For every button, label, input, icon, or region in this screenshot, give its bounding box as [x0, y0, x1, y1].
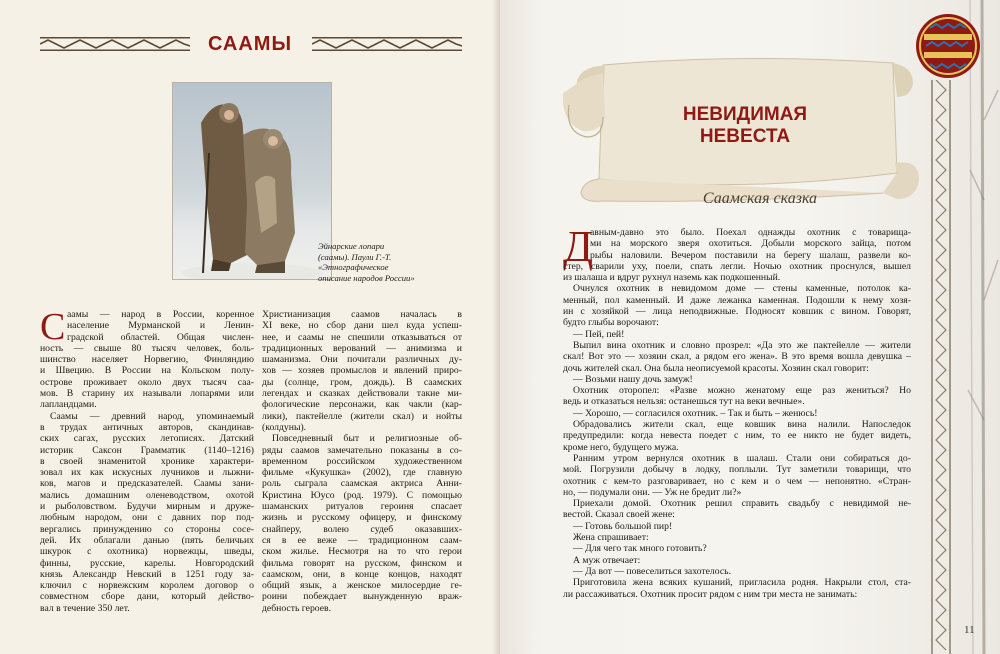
text-line: вергались принуждению со стороны сосе-	[40, 523, 254, 535]
text-line: кроме него, будущего мужа.	[563, 441, 679, 453]
text-line: будто глыбы ворочают:	[563, 317, 659, 329]
text-line: Охотник оторопел: «Разве можно женатому еще раз жениться? Но	[573, 385, 911, 397]
text-line: фологические персонажи, как чакли (кар-	[262, 399, 462, 411]
text-line: — Возьми нашу дочь замуж!	[573, 373, 693, 385]
text-line: — Готовь большой пир!	[573, 520, 673, 532]
drop-cap: С	[40, 306, 66, 348]
text-line: население Мурманской и Ленин-	[67, 320, 254, 332]
story-subtitle: Саамская сказка	[702, 190, 818, 207]
right-ornament-band	[312, 37, 462, 51]
text-line: Приехали домой. Охотник решил справить свадьбу с невидимой не-	[573, 498, 911, 510]
text-line: из шалаша и вдруг рухнул наземь как подкошенный.	[563, 272, 781, 284]
caption-line: описание народов России»	[318, 272, 415, 283]
text-line: дочь жителей скал. Она была неописуемой красоты. Хозяин скал говорит:	[563, 362, 869, 374]
text-column-2	[262, 309, 462, 614]
text-line: и рыболовством. Будучи мирным и друже-	[40, 501, 254, 513]
text-line: Саамы — древний народ, упоминаемый	[50, 410, 254, 422]
story-title	[640, 104, 850, 148]
text-line: временном российском художественном	[262, 455, 462, 467]
text-line: Кристина Юусо (род. 1979). С помощью	[262, 489, 462, 501]
story-title-line: НЕВЕСТА	[699, 126, 791, 147]
text-line: ми на морского зверя охотиться. Добыли морского зайца, потом	[590, 238, 911, 250]
text-line: и Швецию. В России на Кольском полу-	[40, 365, 254, 377]
text-line: ли рассаживаться. Охотник просит рядом с ним три места не занимать:	[563, 588, 858, 600]
text-line: Ранним утром вернулся охотник в шалаш. Стали они собираться до-	[573, 452, 911, 464]
text-line: мов. В старину их называли лопарями или	[40, 388, 254, 400]
text-column-1	[40, 306, 254, 614]
text-line: авным-давно это было. Поехал однажды охотник с товарища-	[590, 227, 911, 238]
text-line: нее, и саамы не спешили отказываться от	[262, 331, 462, 343]
photo-caption	[318, 241, 456, 283]
text-line: Повседневный быт и религиозные об-	[272, 433, 462, 445]
text-line: А муж отвечает:	[573, 554, 641, 566]
text-line: ин с хозяйкой — лица неподвижные. Подносят ковшик с вином. Говорят,	[563, 306, 911, 318]
page-number: 11	[964, 624, 975, 636]
text-line: лики), пактейелле (жители скал) и нойты	[262, 410, 462, 422]
ornamental-emblem	[914, 12, 982, 80]
text-line: но, — подумали они. — Уж не бредит ли?»	[563, 486, 742, 498]
text-line: Приготовила жена всяких кушаний, пригласила родня. Накрыли стол, ста-	[573, 577, 911, 589]
text-line: Очнулся охотник в невидомом доме — стены каменные, потолок ка-	[573, 283, 911, 295]
text-line: Христианизация саамов началась в	[262, 309, 462, 320]
text-line: Выпил вина охотник и словно прозрел: «Да это же пактейелле — жители	[573, 339, 911, 351]
text-line: зовал их как искусных лучников и лыжни-	[40, 467, 254, 479]
text-line: любным народом, они с давних пор под-	[40, 512, 254, 524]
caption-line: «Этнографическое	[318, 262, 389, 272]
text-line: в трудах античных авторов, скандинав-	[40, 421, 254, 433]
text-line: (колдуны).	[262, 421, 307, 433]
page-title: САAМЫ	[207, 33, 293, 55]
text-line: мались домашним оленеводством, охотой	[40, 489, 254, 501]
text-line: традиционных верований — анимизма и	[262, 342, 462, 354]
text-line: князь Александр Невский в 1251 году за-	[40, 568, 254, 580]
illustration-saami-figures	[172, 82, 332, 280]
text-line: дей. Их облагали данью (пять беличьих	[40, 534, 254, 546]
story-text-column	[563, 222, 911, 600]
text-line: шкурок с охотника) норвежцы, шведы,	[40, 546, 254, 558]
text-line: ведь и отказаться нельзя: останешься тут на веки вечные».	[563, 396, 805, 408]
text-line: предупредили: когда невеста поедет с ним, то ее никто не будет видеть,	[563, 430, 911, 442]
text-line: — Пей, пей!	[573, 328, 625, 340]
text-line: лапландцами.	[40, 399, 97, 411]
text-line: фильма говорят на русском, финском и	[262, 557, 462, 569]
text-line: ность — свыше 80 тысяч человек, боль-	[40, 342, 254, 354]
text-line: в своей знаменитой хронике характери-	[40, 455, 254, 467]
text-line: градской областей. Общая числен-	[67, 331, 254, 343]
text-line: ряды саамов замечательно показаны в со-	[262, 444, 462, 456]
text-line: охотник с кем-то разговаривает, но с кем и о чем — непонятно. «Стран-	[563, 475, 911, 487]
text-line: историк Саксон Грамматик (1140–1216)	[40, 444, 254, 456]
text-line: общий язык, а женское милосердие ге-	[262, 580, 462, 592]
text-line: Обрадовались жители скал, еще ковшик вина налили. Напоследок	[573, 419, 911, 431]
text-line: рыбы наловили. Вечером поставили на берегу шалаш, развели ко-	[590, 249, 911, 261]
text-line: менный, пол каменный. И даже лежанка каменная. Подошли к нему хозя-	[563, 294, 911, 306]
text-line: снайперу, волею судеб оказавших-	[262, 523, 462, 535]
text-line: шинство населяет Норвегию, Финляндию	[40, 354, 254, 366]
text-line: ков, магов и предсказателей. Саамы зани-	[40, 478, 254, 490]
drop-cap: Д	[563, 222, 594, 271]
text-line: — Да вот — повеселиться захотелось.	[573, 565, 731, 577]
text-line: легендах и сказках действовали такие ми-	[262, 388, 462, 400]
text-line: аамы — народ в России, коренное	[67, 309, 254, 320]
caption-line: (саамы). Паули Г.-Т.	[318, 251, 392, 262]
left-ornament-band	[40, 37, 190, 51]
text-line: ском жилье. Несмотря на то что герои	[262, 546, 462, 558]
text-line: вестой. Сказал своей жене:	[563, 509, 675, 521]
text-line: финны, русские, карелы. Новгородский	[40, 557, 254, 569]
text-line: жизнь и русскому офицеру, и финскому	[262, 512, 462, 524]
text-line: саамском, они, в конце концов, находят	[262, 568, 462, 580]
text-line: шаманских ритуалов героиня спасает	[262, 501, 462, 513]
text-line: — Хорошо, — согласился охотник. – Так и быть – женюсь!	[573, 407, 818, 419]
text-line: хов — хозяев промыслов и явлений приро-	[262, 365, 462, 377]
text-line: ся в ее веже — традиционном саам-	[262, 534, 462, 546]
text-line: вал в течение 350 лет.	[40, 602, 130, 614]
text-line: шаманизма. Они почитали различных ду-	[262, 354, 462, 366]
text-line: XI веке, но сбор дани шел куда успеш-	[262, 320, 462, 332]
text-line: ды (солнце, гром, дождь). В саамских	[262, 376, 462, 388]
text-line: дебность героев.	[262, 602, 332, 614]
text-line: роини побеждает вынужденную враж-	[262, 591, 462, 603]
side-ornament-border	[930, 80, 952, 654]
text-line: — Для чего так много готовить?	[573, 543, 707, 555]
text-line: совместном сборе дани, который действо-	[40, 591, 254, 603]
text-line: скал! Вот это — хозяин скал, а рядом его жена». В это время вошла девушка –	[563, 351, 911, 363]
caption-line: Эйнарские лопари	[318, 241, 385, 251]
story-title-line: НЕВИДИМАЯ	[682, 104, 808, 125]
text-line: стер, сварили уху, поели, спать легли. Ночью охотник проснулся, вышел	[563, 260, 911, 272]
text-line: мой. Погрузили добычу в лодку, поплыли. Тут заметили товарищи, что	[563, 464, 911, 476]
text-line: ключил с норвежским королем договор о	[40, 580, 254, 592]
text-line: ских сагах, русских летописях. Датский	[40, 433, 254, 445]
text-line: острове проживает около двух тысяч саа-	[40, 376, 254, 388]
text-line: фильме «Кукушка» (2002), где главную	[262, 467, 462, 479]
text-line: роль сыграла саамская актриса Анни-	[262, 478, 462, 490]
text-line: Жена спрашивает:	[573, 532, 649, 544]
